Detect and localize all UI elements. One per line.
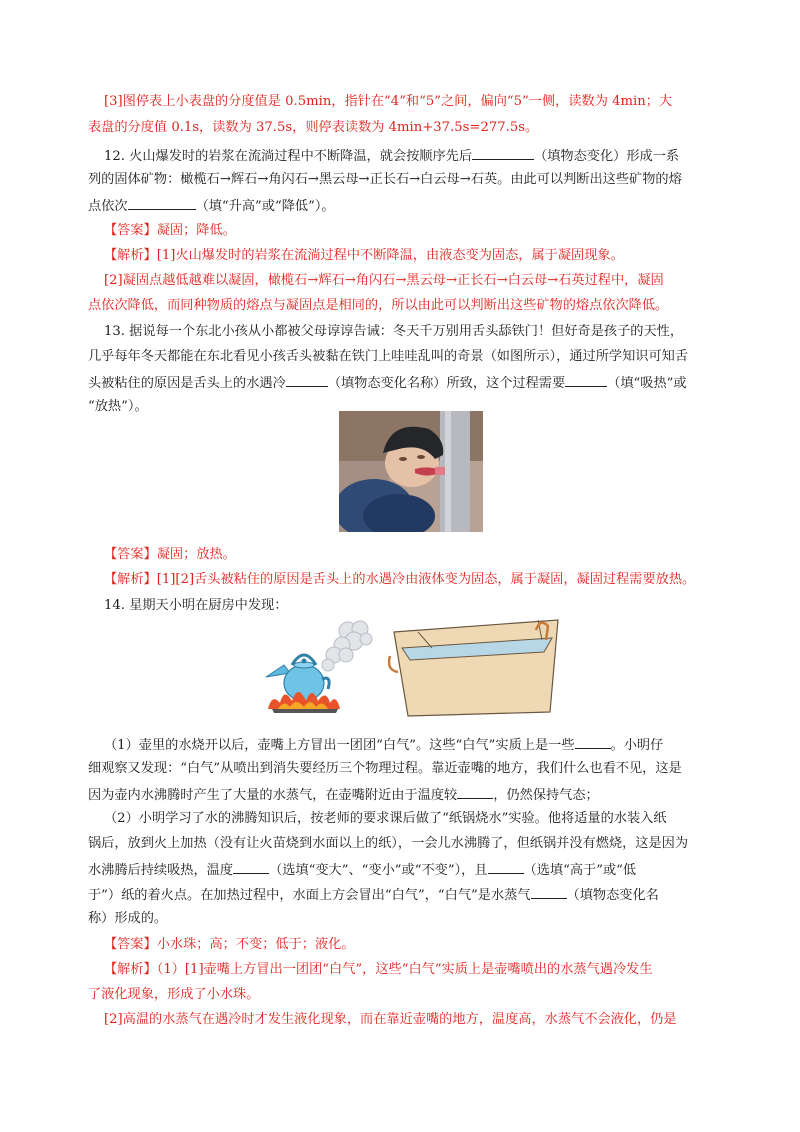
q11-analysis-line2: 表盘的分度值 0.1s，读数为 37.5s，则停表读数为 4min+37.5s=277.5s。 [88, 120, 539, 135]
tongue-stuck-photo [339, 411, 483, 532]
q13-answer: 【答案】凝固；放热。 [104, 547, 236, 562]
q13-analysis: 【解析】[1][2]舌头被粘住的原因是舌头上的水遇冷由液体变为固态，属于凝固，凝固过程需要放热。 [104, 572, 696, 587]
blank[interactable] [488, 859, 524, 874]
blank[interactable] [575, 734, 611, 749]
q14-analysis-line2: 了液化现象，形成了小水珠。 [88, 987, 260, 1002]
q14-answer: 【答案】小水珠；高；不变；低于；液化。 [104, 937, 355, 952]
blank[interactable] [565, 372, 607, 387]
q14-part2-line2: 锅后，放到火上加热（没有让火苗烧到水面以上的纸），一会儿水沸腾了，但纸锅并没有燃烧，这是因为 [88, 836, 689, 851]
q14-part1-line2: 细观察又发现：“白气”从喷出到消失要经历三个物理过程。靠近壶嘴的地方，我们什么也看不见，这是 [88, 761, 682, 776]
q13-question-line3: 头被粘住的原因是舌头上的水遇冷 （填物态变化名称）所致，这个过程需要 （填“吸热”或 [88, 372, 687, 392]
q14-analysis-line3: [2]高温的水蒸气在遇冷时才发生液化现象，而在靠近壶嘴的地方，温度高，水蒸气不会液化，仍是 [104, 1012, 677, 1027]
blank[interactable] [233, 859, 269, 874]
q14-intro: 14. 星期天小明在厨房中发现： [104, 598, 288, 613]
blank[interactable] [457, 784, 493, 799]
q14-part2-line3: 水沸腾后持续吸热，温度 （选填“变大”、“变小”或“不变”），且 （选填“高于”或“低 [88, 859, 636, 879]
paper-pot-illustration [388, 612, 566, 718]
blank[interactable] [472, 145, 534, 160]
q13-question-line1: 13. 据说每一个东北小孩从小都被父母谆谆告诫：冬天千万别用舌头舔铁门！但好奇是孩子的天性， [104, 324, 684, 339]
q14-part2-line4: 于”）纸的着火点。在加热过程中，水面上方会冒出“白气”，“白气”是水蒸气 （填物态变化名 [88, 884, 659, 904]
q11-analysis-line1: [3]图停表上小表盘的分度值是 0.5min，指针在“4”和“5”之间，偏向“5”一侧，读数为 4min；大 [104, 94, 673, 109]
q14-part2-line5: 称）形成的。 [88, 911, 168, 926]
blank[interactable] [286, 372, 328, 387]
q14-part1-line3: 因为壶内水沸腾时产生了大量的水蒸气，在壶嘴附近由于温度较 ，仍然保持气态； [88, 784, 599, 804]
blank[interactable] [128, 195, 196, 210]
q14-part2-line1: （2）小明学习了水的沸腾知识后，按老师的要求课后做了“纸锅烧水”实验。他将适量的水装入纸 [104, 811, 667, 826]
q12-analysis-line2: [2]凝固点越低越难以凝固，橄榄石→辉石→角闪石→黑云母→正长石→白云母→石英过程中，凝固 [104, 273, 664, 288]
q12-analysis-line3: 点依次降低，而同种物质的熔点与凝固点是相同的，所以由此可以判断出这些矿物的熔点依次降低。 [88, 298, 669, 313]
q14-analysis-line1: 【解析】（1）[1]壶嘴上方冒出一团团“白气”，这些“白气”实质上是壶嘴喷出的水蒸气遇冷发生 [104, 962, 653, 977]
kettle-illustration [258, 617, 382, 717]
q13-question-line2: 几乎每年冬天都能在东北看见小孩舌头被黏在铁门上哇哇乱叫的奇景（如图所示），通过所学知识可知舌 [88, 349, 689, 364]
q12-analysis-line1: 【解析】[1]火山爆发时的岩浆在流淌过程中不断降温，由液态变为固态，属于凝固现象。 [104, 248, 624, 263]
q12-answer: 【答案】凝固；降低。 [104, 223, 236, 238]
q13-question-line4: “放热”）。 [88, 399, 148, 414]
q12-question-line3: 点依次 （填“升高”或“降低”）。 [88, 195, 335, 215]
q14-part1-line1: （1）壶里的水烧开以后，壶嘴上方冒出一团团“白气”。这些“白气”实质上是一些 。小明仔 [104, 734, 663, 754]
q12-question-line1: 12. 火山爆发时的岩浆在流淌过程中不断降温，就会按顺序先后 （填物态变化）形成一系 [104, 145, 679, 165]
q12-question-line2: 列的固体矿物：橄榄石→辉石→角闪石→黑云母→正长石→白云母→石英。由此可以判断出这些矿物的熔 [88, 172, 682, 187]
blank[interactable] [531, 884, 567, 899]
